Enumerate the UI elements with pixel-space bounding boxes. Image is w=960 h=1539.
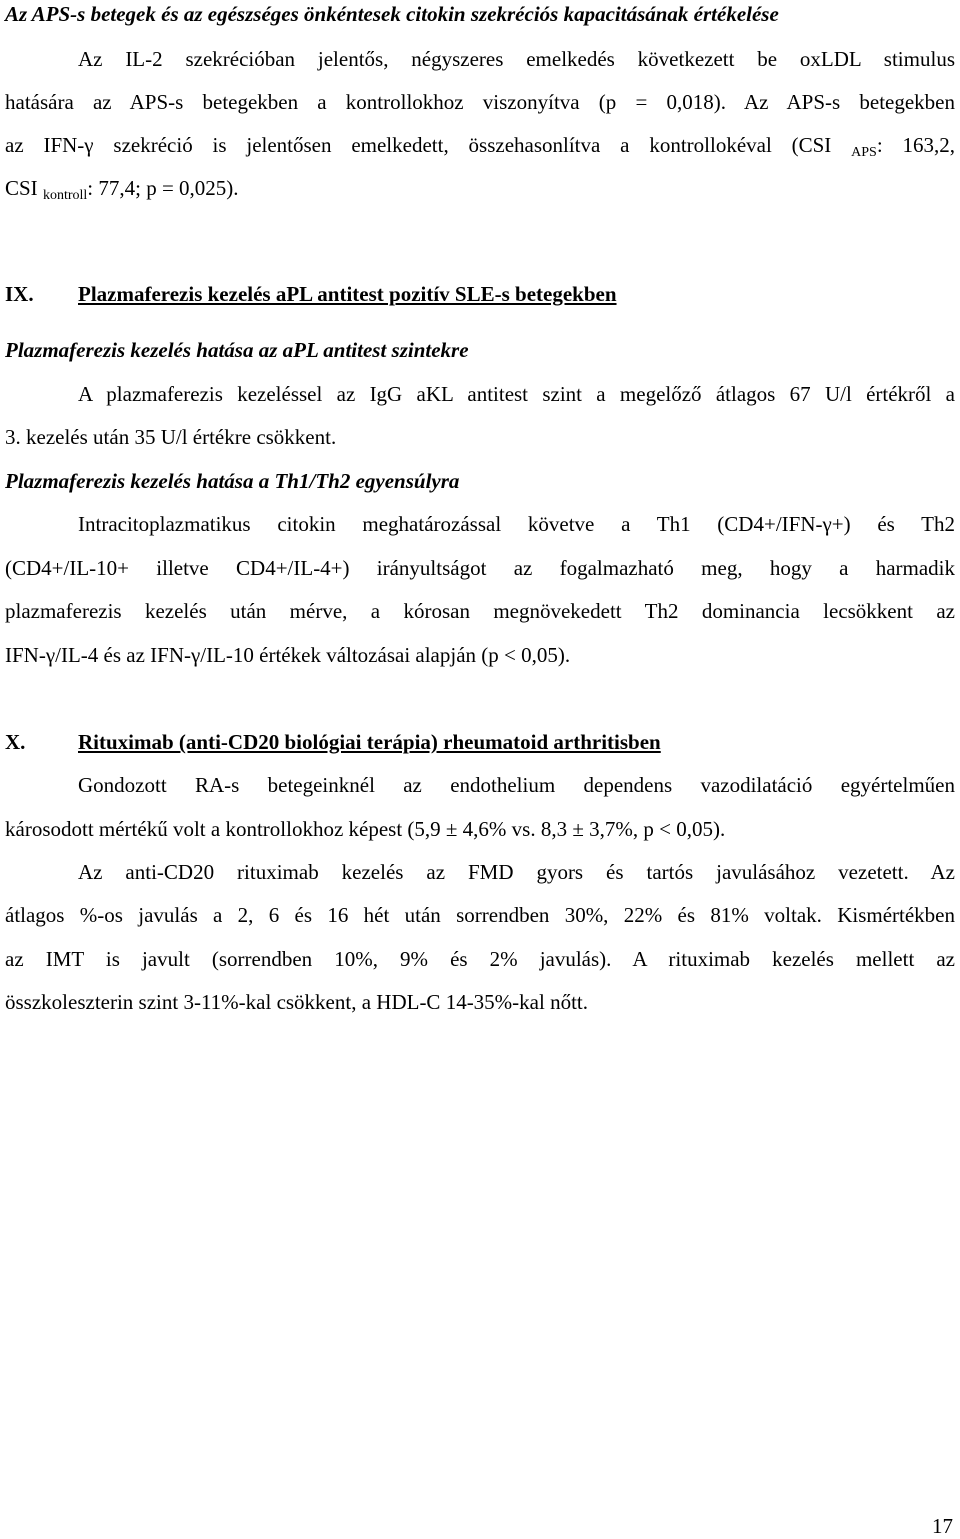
subsection-th1-th2-heading: Plazmaferezis kezelés hatása a Th1/Th2 egyensúlyra bbox=[5, 469, 460, 493]
page-number: 17 bbox=[932, 1514, 953, 1538]
paragraph-1-line-4-text: CSI bbox=[5, 176, 43, 200]
subsection-apl-heading: Plazmaferezis kezelés hatása az aPL antitest szintekre bbox=[5, 338, 469, 362]
section-9-number: IX. bbox=[5, 282, 34, 306]
paragraph-1-line-4-end: : 77,4; p = 0,025). bbox=[87, 176, 239, 200]
paragraph-1-line-1: Az IL-2 szekrécióban jelentős, négyszeres emelkedés következett be oxLDL stimulus bbox=[78, 47, 955, 71]
paragraph-2-line-1: A plazmaferezis kezeléssel az IgG aKL antitest szint a megelőző átlagos 67 U/l értékről a bbox=[78, 382, 955, 406]
paragraph-5-line-2: átlagos %-os javulás a 2, 6 és 16 hét után sorrendben 30%, 22% és 81% voltak. Kismértékben bbox=[5, 903, 955, 927]
paragraph-5-line-3: az IMT is javult (sorrendben 10%, 9% és 2% javulás). A rituximab kezelés mellett az bbox=[5, 947, 955, 971]
paragraph-2-line-2: 3. kezelés után 35 U/l értékre csökkent. bbox=[5, 425, 337, 449]
paragraph-1-line-4 bbox=[5, 176, 955, 204]
paragraph-3-line-2: (CD4+/IL-10+ illetve CD4+/IL-4+) irányultságot az fogalmazható meg, hogy a harmadik bbox=[5, 556, 955, 580]
subscript-aps: APS bbox=[851, 145, 877, 160]
section-heading-citokin: Az APS-s betegek és az egészséges önkéntesek citokin szekréciós kapacitásának értékelése bbox=[5, 2, 779, 26]
paragraph-1-line-3 bbox=[5, 133, 955, 161]
section-10-number: X. bbox=[5, 730, 26, 754]
paragraph-1-line-2: hatására az APS-s betegekben a kontrollokhoz viszonyítva (p = 0,018). Az APS-s betegekben bbox=[5, 90, 955, 114]
paragraph-5-line-1: Az anti-CD20 rituximab kezelés az FMD gyors és tartós javulásához vezetett. Az bbox=[78, 860, 955, 884]
paragraph-4-line-2: károsodott mértékű volt a kontrollokhoz képest (5,9 ± 4,6% vs. 8,3 ± 3,7%, p < 0,05). bbox=[5, 817, 726, 841]
paragraph-3-line-4: IFN-γ/IL-4 és az IFN-γ/IL-10 értékek változásai alapján (p < 0,05). bbox=[5, 643, 571, 667]
paragraph-1-line-3-end: : 163,2, bbox=[876, 133, 955, 157]
paragraph-3-line-1: Intracitoplazmatikus citokin meghatározással követve a Th1 (CD4+/IFN-γ+) és Th2 bbox=[78, 512, 955, 536]
section-10-title: Rituximab (anti-CD20 biológiai terápia) rheumatoid arthritisben bbox=[78, 730, 661, 754]
section-9-title: Plazmaferezis kezelés aPL antitest pozitív SLE-s betegekben bbox=[78, 282, 617, 306]
paragraph-3-line-3: plazmaferezis kezelés után mérve, a kórosan megnövekedett Th2 dominancia lecsökkent az bbox=[5, 599, 955, 623]
paragraph-5-line-4: összkoleszterin szint 3-11%-kal csökkent, a HDL-C 14-35%-kal nőtt. bbox=[5, 990, 588, 1014]
paragraph-4-line-1: Gondozott RA-s betegeinknél az endothelium dependens vazodilatáció egyértelműen bbox=[78, 773, 955, 797]
paragraph-1-line-3-text: az IFN-γ szekréció is jelentősen emelkedett, összehasonlítva a kontrollokéval (CSI bbox=[5, 133, 852, 157]
subscript-kontroll: kontroll bbox=[42, 188, 88, 203]
